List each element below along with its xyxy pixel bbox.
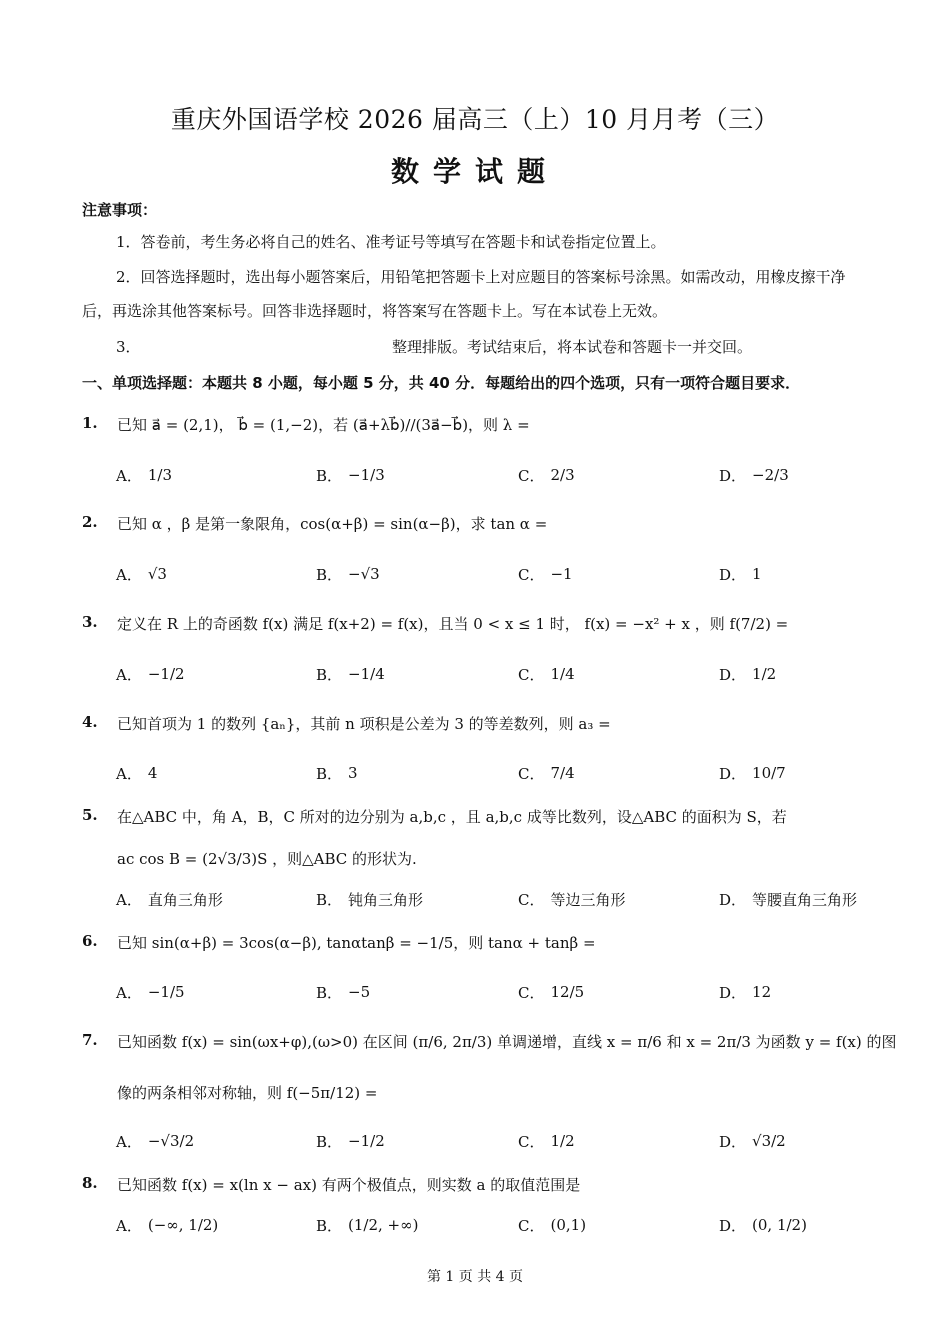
option-b[interactable]: B． −5 bbox=[316, 983, 371, 1002]
question-number: 3. bbox=[82, 613, 98, 631]
notice-item-1: 1．答卷前，考生务必将自己的姓名、准考证号等填写在答题卡和试卷指定位置上。 bbox=[116, 233, 666, 251]
question-stem: 已知函数 f(x) = x(ln x − ax) 有两个极值点，则实数 a 的取值范围是 bbox=[117, 1176, 581, 1194]
question-stem-continued: 像的两条相邻对称轴，则 f(−5π/12) = bbox=[117, 1084, 378, 1102]
option-d[interactable]: D． 1 bbox=[719, 565, 762, 584]
option-a[interactable]: A． 4 bbox=[116, 764, 158, 783]
options-1 bbox=[116, 455, 876, 495]
question-stem: 已知 sin(α+β) = 3cos(α−β), tanαtanβ = −1/5，则 tanα + tanβ = bbox=[117, 934, 596, 952]
option-a[interactable]: A． √3 bbox=[116, 565, 167, 584]
page-title: 重庆外国语学校 2026 届高三（上）10 月月考（三） bbox=[170, 105, 780, 134]
option-a[interactable]: A． 直角三角形 bbox=[116, 890, 223, 909]
option-c[interactable]: C． (0,1) bbox=[518, 1216, 587, 1235]
question-number: 1. bbox=[82, 414, 98, 432]
option-b[interactable]: B． 3 bbox=[316, 764, 358, 783]
page-footer: 第 1 页 共 4 页 bbox=[426, 1269, 524, 1285]
option-a[interactable]: A． 1/3 bbox=[116, 466, 172, 485]
option-a[interactable]: A． −1/2 bbox=[116, 665, 185, 684]
question-number: 8. bbox=[82, 1174, 98, 1192]
question-number: 4. bbox=[82, 713, 98, 731]
option-d[interactable]: D． √3/2 bbox=[719, 1132, 786, 1151]
notice-item-3-num: 3． bbox=[116, 338, 141, 356]
section-heading: 一、单项选择题：本题共 8 小题，每小题 5 分，共 40 分．每题给出的四个选项，只有一项符合题目要求． bbox=[82, 374, 801, 392]
option-c[interactable]: C． 1/2 bbox=[518, 1132, 575, 1151]
option-c[interactable]: C． 7/4 bbox=[518, 764, 575, 783]
option-a[interactable]: A． −√3/2 bbox=[116, 1132, 195, 1151]
options-4 bbox=[116, 753, 876, 793]
question-stem: 在△ABC 中，角 A，B，C 所对的边分别为 a,b,c ，且 a,b,c 成等比数列，设△ABC 的面积为 S，若 bbox=[117, 808, 787, 826]
option-d[interactable]: D． 10/7 bbox=[719, 764, 786, 783]
option-d[interactable]: D． (0, 1/2) bbox=[719, 1216, 807, 1235]
option-d[interactable]: D． 12 bbox=[719, 983, 772, 1002]
option-c[interactable]: C． 1/4 bbox=[518, 665, 575, 684]
question-number: 2. bbox=[82, 513, 98, 531]
option-c[interactable]: C． −1 bbox=[518, 565, 573, 584]
question-stem: 已知函数 f(x) = sin(ωx+φ),(ω>0) 在区间 (π/6, 2π/3) 单调递增，直线 x = π/6 和 x = 2π/3 为函数 y = f(x) 的图 bbox=[117, 1033, 897, 1051]
options-8 bbox=[116, 1205, 876, 1245]
option-c[interactable]: C． 2/3 bbox=[518, 466, 575, 485]
option-d[interactable]: D． 1/2 bbox=[719, 665, 777, 684]
notice-heading: 注意事项： bbox=[82, 201, 158, 219]
question-stem: 定义在 R 上的奇函数 f(x) 满足 f(x+2) = f(x)，且当 0 < x ≤ 1 时， f(x) = −x² + x ，则 f(7/2) = bbox=[117, 615, 789, 633]
question-stem: 已知 a⃗ = (2,1)， b⃗ = (1,−2)，若 (a⃗+λb⃗)//(3a⃗−b⃗)，则 λ = bbox=[117, 416, 530, 434]
notice-item-2: 2．回答选择题时，选出每小题答案后，用铅笔把答题卡上对应题目的答案标号涂黑。如需改动，用橡皮擦干净后，再选涂其他答案标号。回答非选择题时，将答案写在答题卡上。写在本试卷上无效。 bbox=[82, 268, 846, 320]
question-number: 7. bbox=[82, 1031, 98, 1049]
notice-item-3-text: 整理排版。考试结束后，将本试卷和答题卡一并交回。 bbox=[392, 338, 753, 356]
options-2 bbox=[116, 554, 876, 594]
option-b[interactable]: B． (1/2, +∞) bbox=[316, 1216, 419, 1235]
options-7 bbox=[116, 1121, 876, 1161]
question-number: 6. bbox=[82, 932, 98, 950]
question-number: 5. bbox=[82, 806, 98, 824]
option-c[interactable]: C． 12/5 bbox=[518, 983, 585, 1002]
option-b[interactable]: B． −√3 bbox=[316, 565, 380, 584]
option-c[interactable]: C． 等边三角形 bbox=[518, 890, 626, 909]
question-stem: 已知 α ，β 是第一象限角，cos(α+β) = sin(α−β)，求 tan α = bbox=[117, 515, 548, 533]
question-stem-continued: ac cos B = (2√3/3)S ，则△ABC 的形状为. bbox=[117, 850, 417, 868]
options-3 bbox=[116, 654, 876, 694]
page-subtitle: 数学试题 bbox=[390, 155, 559, 188]
option-b[interactable]: B． −1/2 bbox=[316, 1132, 385, 1151]
options-5 bbox=[116, 879, 876, 919]
option-d[interactable]: D． −2/3 bbox=[719, 466, 789, 485]
question-stem: 已知首项为 1 的数列 {aₙ}，其前 n 项积是公差为 3 的等差数列，则 a₃ = bbox=[117, 715, 611, 733]
option-b[interactable]: B． 钝角三角形 bbox=[316, 890, 424, 909]
option-d[interactable]: D． 等腰直角三角形 bbox=[719, 890, 858, 909]
option-a[interactable]: A． (−∞, 1/2) bbox=[116, 1216, 219, 1235]
option-b[interactable]: B． −1/3 bbox=[316, 466, 385, 485]
option-b[interactable]: B． −1/4 bbox=[316, 665, 385, 684]
options-6 bbox=[116, 972, 876, 1012]
option-a[interactable]: A． −1/5 bbox=[116, 983, 185, 1002]
